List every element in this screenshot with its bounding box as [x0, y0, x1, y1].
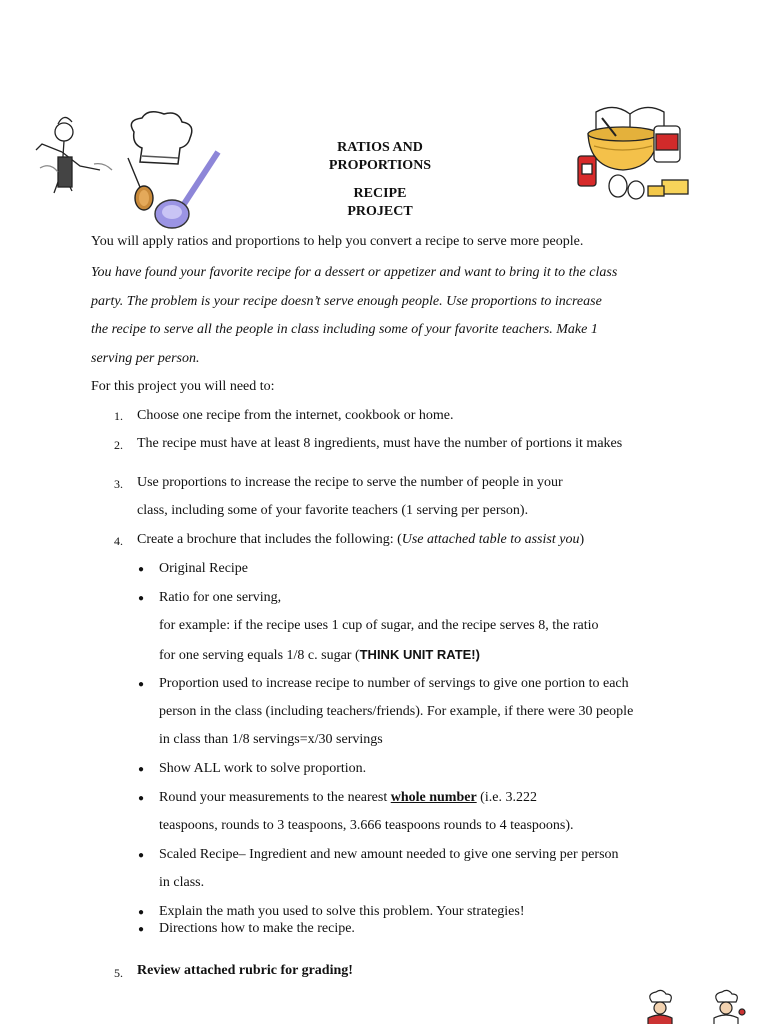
title-line-1: RATIOS AND	[337, 140, 423, 155]
bullet-icon: ●	[138, 924, 145, 935]
unit-rate-emphasis: THINK UNIT RATE!)	[359, 647, 480, 662]
step-text	[137, 531, 584, 549]
unit-rate-text: for one serving equals 1/8 c. sugar (	[159, 648, 360, 663]
step-number: 2.	[114, 438, 123, 452]
step-text: The recipe must have at least 8 ingredients, must have the number of portions it makes	[137, 436, 623, 451]
chef-clipart-icon	[34, 112, 230, 234]
subtitle-line-1: RECIPE	[353, 186, 407, 201]
need-heading: For this project you will need to:	[91, 379, 275, 394]
step-text-c: )	[579, 532, 585, 547]
round-whole-number: whole number	[390, 790, 477, 805]
bullet-round	[159, 789, 537, 807]
round-text-a: Round your measurements to the nearest	[159, 790, 391, 805]
small-chefs-clipart-icon	[634, 992, 754, 1024]
bullet-proportion-l2: person in the class (including teachers/friends). For example, if there were 30 people	[159, 704, 634, 719]
bullet-scaled-recipe: Scaled Recipe– Ingredient and new amount needed to give one serving per person	[159, 847, 619, 862]
bullet-explain-math: Explain the math you used to solve this problem. Your strategies!	[159, 904, 525, 919]
subtitle-line-2: PROJECT	[347, 204, 413, 219]
round-text-c: (i.e. 3.222	[476, 790, 537, 805]
bullet-round-l2: teaspoons, rounds to 3 teaspoons, 3.666 teaspoons rounds to 4 teaspoons).	[159, 818, 574, 833]
bullet-ratio-unit-rate	[159, 646, 480, 665]
step-text: Review attached rubric for grading!	[137, 963, 353, 978]
bullet-icon: ●	[138, 850, 145, 861]
bullet-directions: Directions how to make the recipe.	[159, 921, 355, 936]
step-text: Use proportions to increase the recipe to serve the number of people in your	[137, 475, 563, 490]
page-subtitle	[300, 185, 460, 221]
step-text-italic: Use attached table to assist you	[401, 532, 580, 547]
bullet-ratio-example: for example: if the recipe uses 1 cup of sugar, and the recipe serves 8, the ratio	[159, 618, 599, 633]
bullet-icon: ●	[138, 764, 145, 775]
scenario-line-1: You have found your favorite recipe for a dessert or appetizer and want to bring it to the class	[91, 265, 618, 280]
mixing-bowl-clipart-icon	[574, 98, 694, 202]
bullet-show-work: Show ALL work to solve proportion.	[159, 761, 367, 776]
bullet-icon: ●	[138, 679, 145, 690]
scenario-line-2: party. The problem is your recipe doesn’t serve enough people. Use proportions to increase	[91, 294, 602, 309]
step-number: 3.	[114, 477, 123, 491]
bullet-scaled-recipe-l2: in class.	[159, 875, 205, 890]
bullet-proportion-l3: in class than 1/8 servings=x/30 servings	[159, 732, 383, 747]
step-number: 5.	[114, 966, 123, 980]
step-text-cont: class, including some of your favorite teachers (1 serving per person).	[137, 503, 529, 518]
bullet-ratio: Ratio for one serving,	[159, 590, 282, 605]
bullet-icon: ●	[138, 907, 145, 918]
step-text: Choose one recipe from the internet, cookbook or home.	[137, 408, 454, 423]
title-line-2: PROPORTIONS	[328, 158, 432, 173]
scenario-line-4: serving per person.	[91, 351, 200, 366]
bullet-icon: ●	[138, 793, 145, 804]
bullet-icon: ●	[138, 564, 145, 575]
intro-text: You will apply ratios and proportions to help you convert a recipe to serve more people.	[91, 234, 584, 249]
page-title	[300, 139, 460, 175]
step-text-a: Create a brochure that includes the following: (	[137, 532, 402, 547]
bullet-original-recipe: Original Recipe	[159, 561, 249, 576]
bullet-icon: ●	[138, 593, 145, 604]
bullet-proportion: Proportion used to increase recipe to number of servings to give one portion to each	[159, 676, 629, 691]
step-number: 4.	[114, 534, 123, 548]
step-number: 1.	[114, 409, 123, 423]
scenario-line-3: the recipe to serve all the people in class including some of your favorite teachers. Make 1	[91, 322, 598, 337]
